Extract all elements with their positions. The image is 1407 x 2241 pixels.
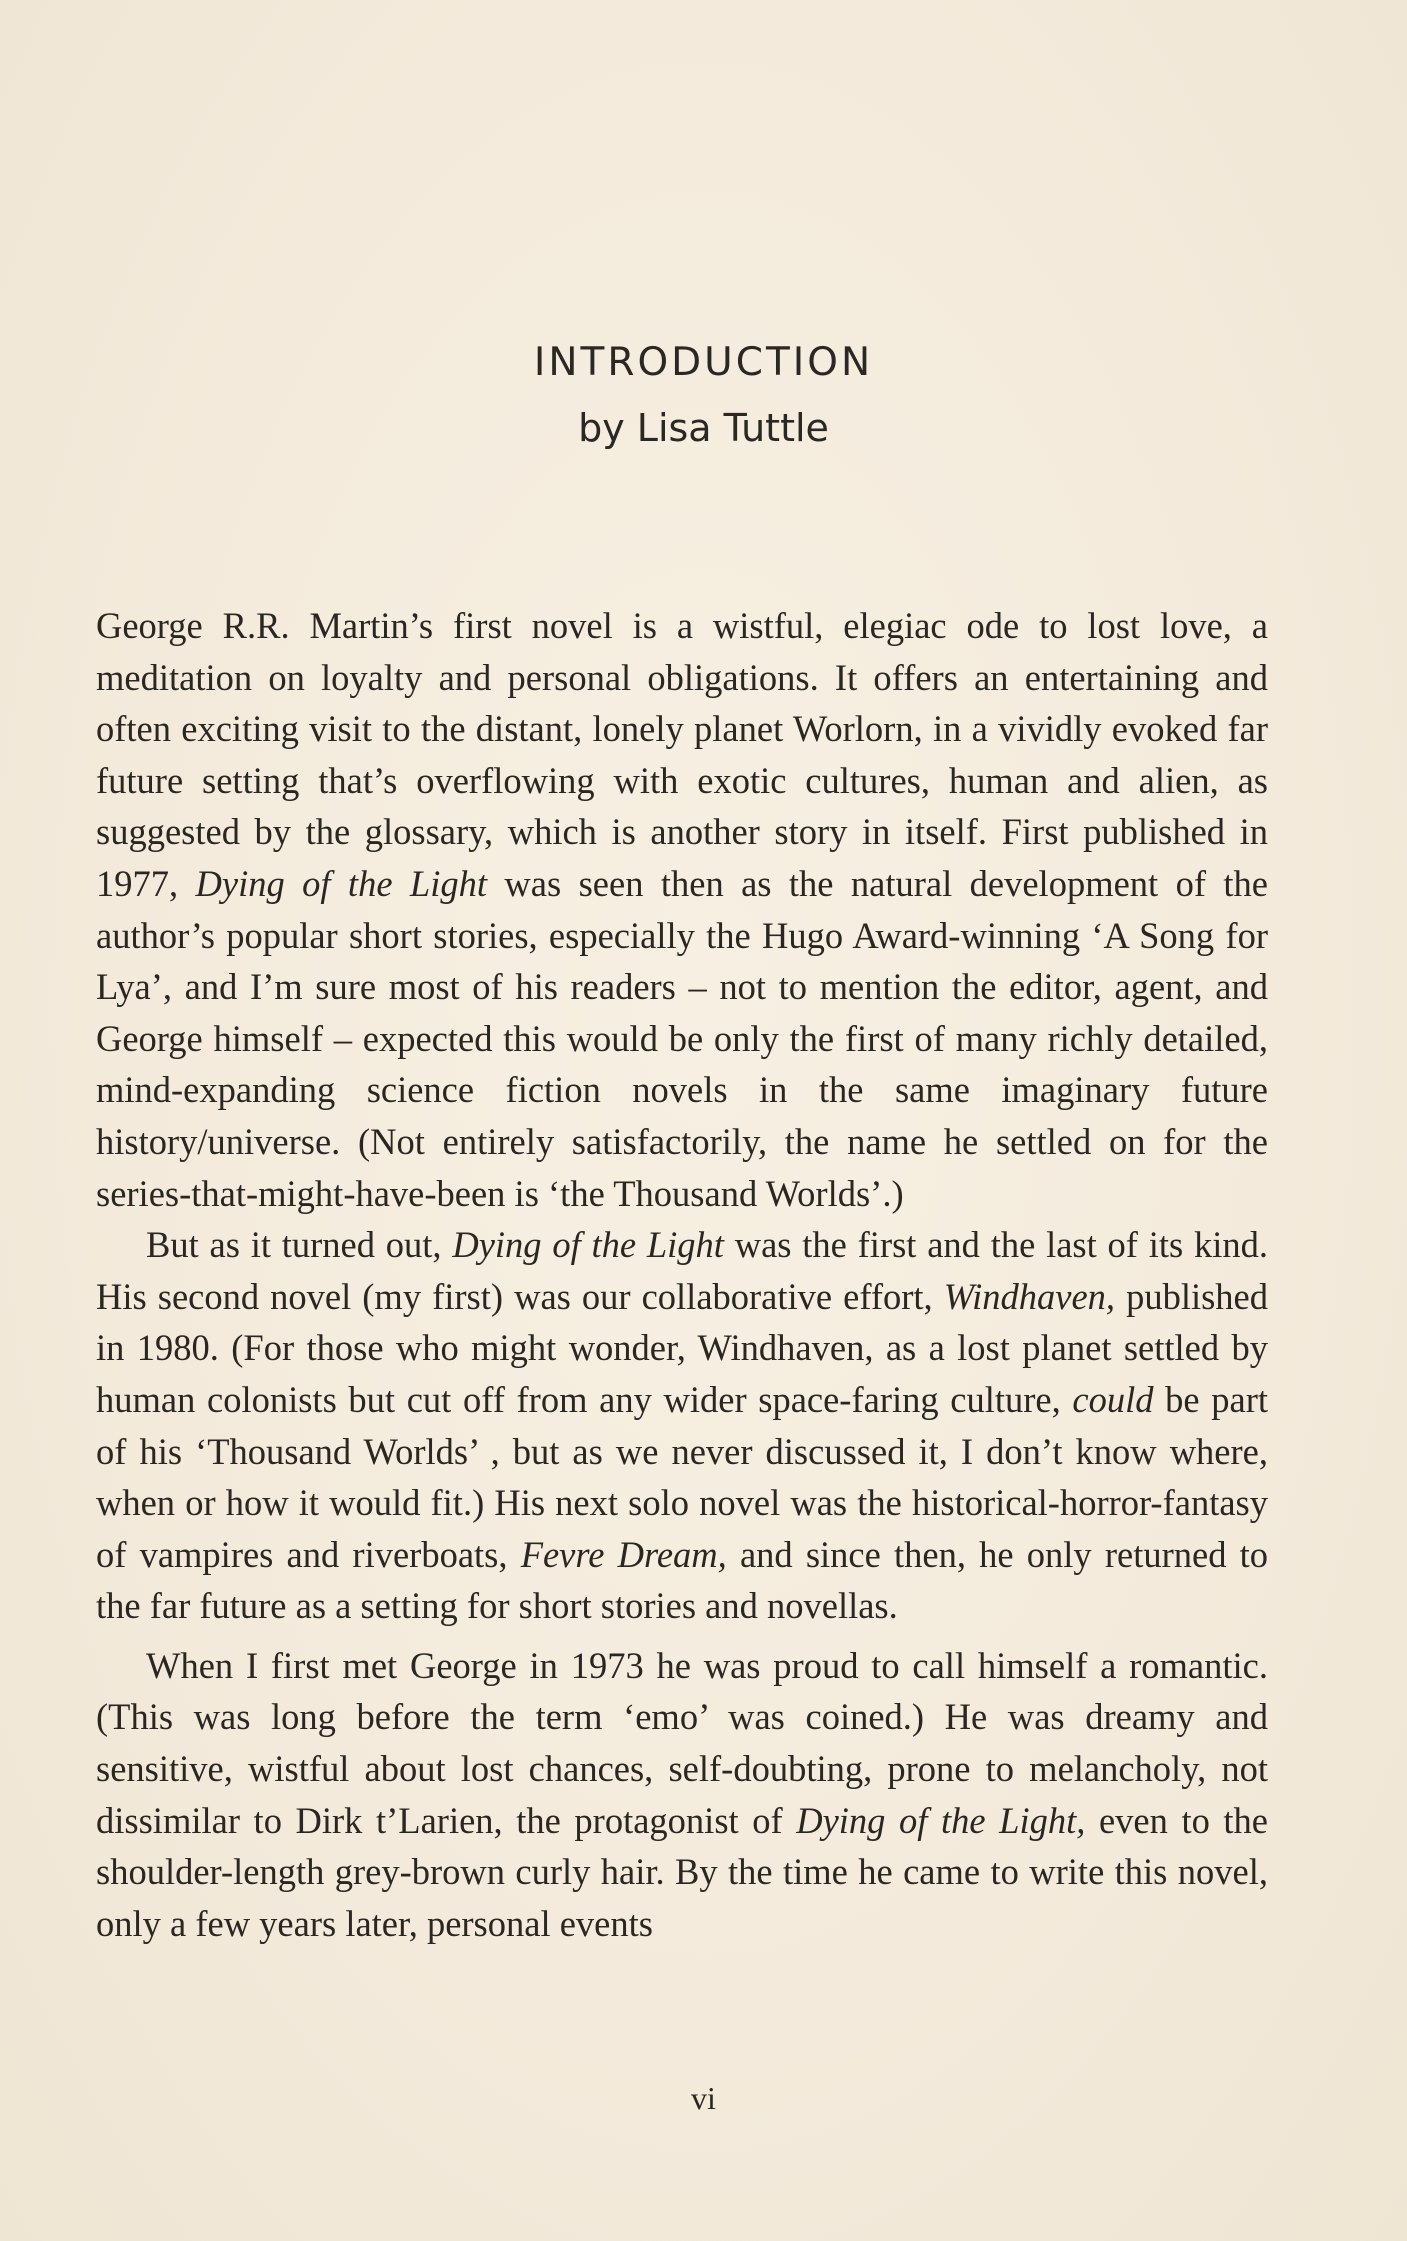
book-title-italic: Dying of the Light	[195, 862, 488, 904]
page-number: vi	[691, 2080, 716, 2116]
emphasis-italic: could	[1072, 1378, 1154, 1420]
text-run: and since then, he only returned to the far future as a setting for short stories and novellas.	[96, 1533, 1269, 1627]
book-title-italic: Dying of the Light,	[796, 1799, 1086, 1841]
text-run: be part of his ‘Thousand Worlds’ , but as we never discussed it, I don’t know where, when or how it would fit.) His next solo novel was the historical-horror-fantasy of vampires and riverboats,	[96, 1378, 1268, 1575]
text-run: even to the shoulder-length grey-brown curly hair. By the time he came to write this novel, only a few years later, personal events	[96, 1799, 1269, 1944]
paragraph-1	[96, 600, 1268, 1219]
text-run: George R.R. Martin’s first novel is a wistful, elegiac ode to lost love, a meditation on loyalty and personal obligations. It offers an entertaining and often exciting visit to the distant, lonely planet Worlorn, in a vividly evoked far future setting that’s overflowing with exotic cultures, human and alien, as suggested by the glossary, which is another story in itself. First published in 1977,	[96, 605, 1268, 904]
text-run: was seen then as the natural development of the author’s popular short stories, especially the Hugo Award-winning ‘A Song for Lya’, and I’m sure most of his readers – not to mention the editor, agent, and George himself – expected this would be only the first of many richly detailed, mind-expanding science fiction novels in the same imaginary future history/universe. (Not entirely satisfactorily, the name he settled on for the series-that-might-have-been is ‘the Thousand Worlds’.)	[96, 862, 1268, 1214]
author-byline: by Lisa Tuttle	[578, 406, 829, 450]
text-run: was the first and the last of its kind. His second novel (my first) was our collaborative effort,	[96, 1224, 1269, 1317]
book-title-italic: Windhaven,	[943, 1275, 1116, 1317]
book-title-italic: Dying of the Light	[452, 1224, 724, 1266]
paragraph-3	[96, 1640, 1268, 1950]
paragraph-2	[96, 1219, 1268, 1632]
text-run: published in 1980. (For those who might wonder, Windhaven, as a lost planet settled by human colonists but cut off from any wider space-faring culture,	[96, 1275, 1269, 1420]
chapter-title: INTRODUCTION	[533, 340, 874, 385]
body-text	[96, 600, 1268, 1949]
book-title-italic: Fevre Dream,	[520, 1533, 727, 1575]
text-run: But as it turned out,	[146, 1224, 453, 1266]
text-run: When I first met George in 1973 he was proud to call himself a romantic. (This was long before the term ‘emo’ was coined.) He was dreamy and sensitive, wistful about lost chances, self-doubting, prone to melancholy, not dissimilar to Dirk t’Larien, the protagonist of	[96, 1644, 1268, 1841]
